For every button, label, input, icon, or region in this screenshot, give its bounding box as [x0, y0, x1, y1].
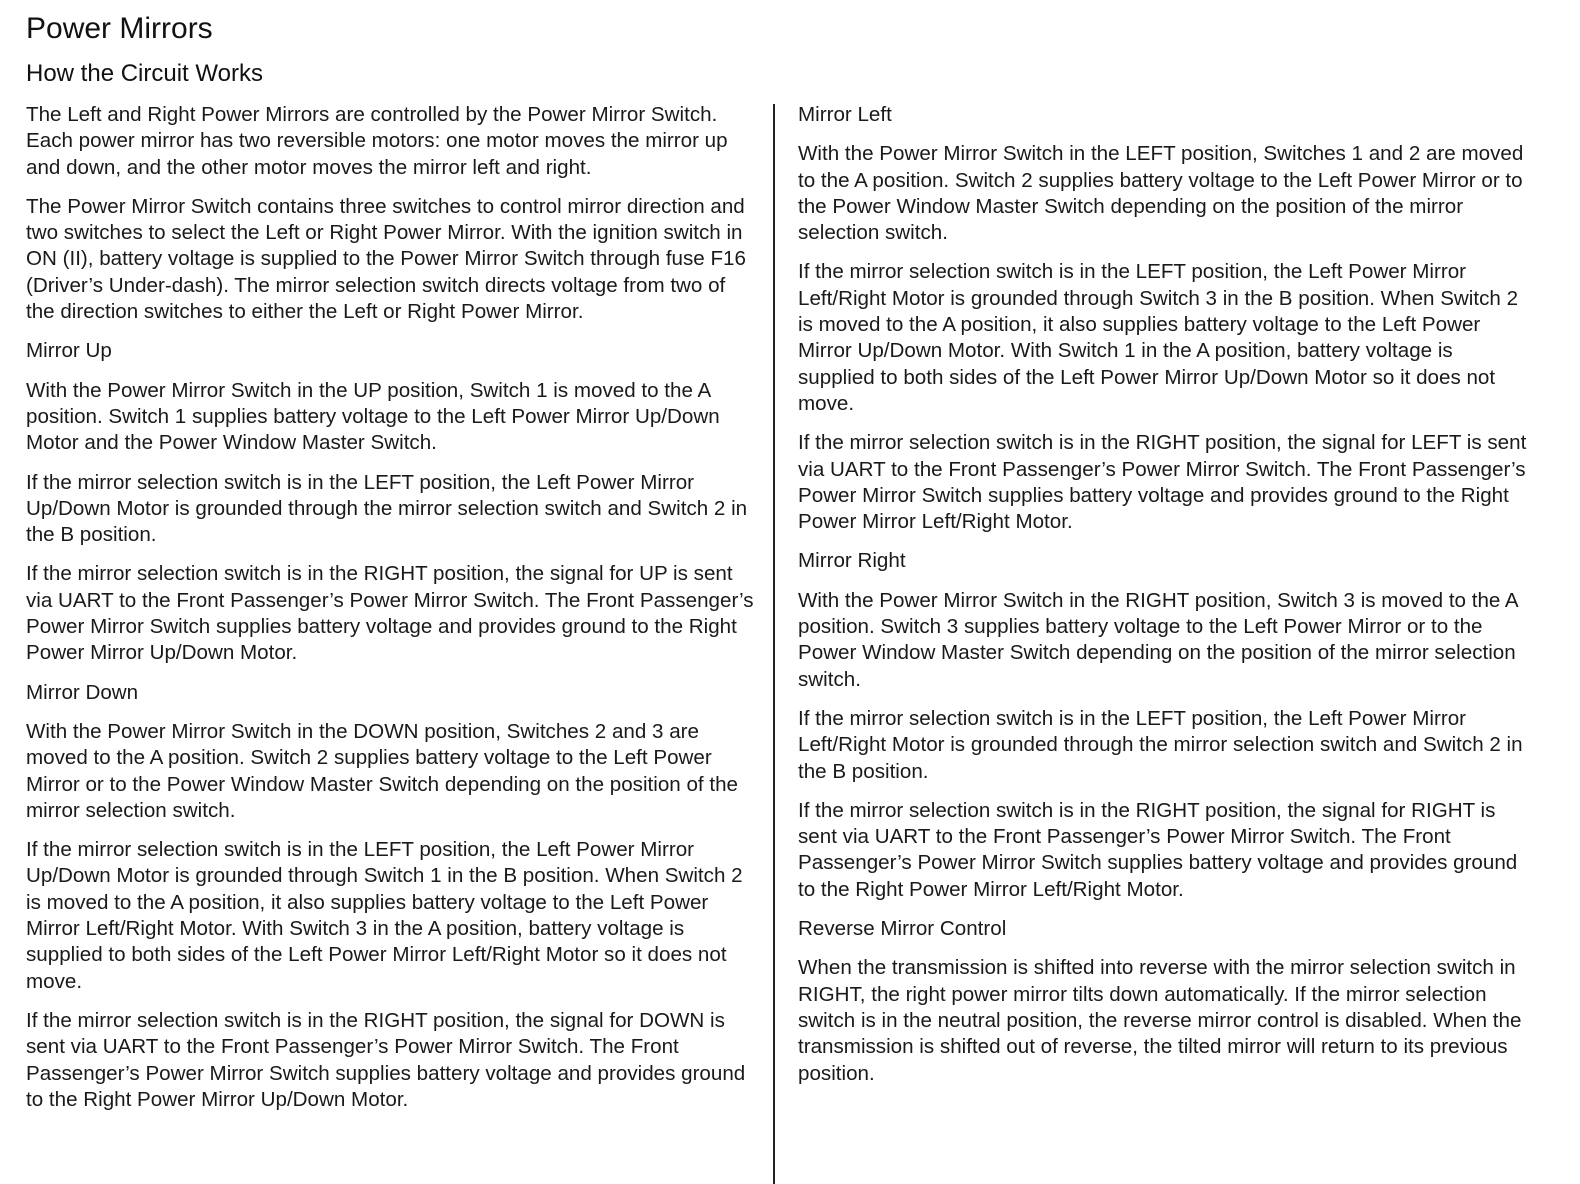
- paragraph-down-position: With the Power Mirror Switch in the DOWN position, Switches 2 and 3 are moved to the A position. Switch 2 supplies battery voltage to the Left Power Mirror or to the Power Window Master Switch depending on the position of the mirror selection switch.: [26, 719, 738, 822]
- paragraph-reverse-mirror-control: When the transmission is shifted into reverse with the mirror selection switch in RIGHT, the right power mirror tilts down automatically. If the mirror selection switch is in the neutral position, the reverse mirror control is disabled. When the transmission is shifted out of reverse, the tilted mirror will return to its previous position.: [798, 956, 1522, 1085]
- right-column: [798, 102, 1528, 1100]
- paragraph-up-left: If the mirror selection switch is in the LEFT position, the Left Power Mirror Up/Down Motor is grounded through the mirror selection switch and Switch 2 in the B position.: [26, 470, 748, 547]
- paragraph-left-left: If the mirror selection switch is in the LEFT position, the Left Power Mirror Left/Right Motor is grounded through Switch 3 in the B position. When Switch 2 is moved to the A position, it also supplies battery voltage to the Left Power Mirror Up/Down Motor. With Switch 1 in the A position, battery voltage is supplied to both sides of the Left Power Mirror Up/Down Motor so it does not move.: [798, 260, 1519, 415]
- heading-mirror-left: Mirror Left: [798, 103, 892, 126]
- paragraph-overview: The Left and Right Power Mirrors are controlled by the Power Mirror Switch. Each power mirror has two reversible motors: one motor moves the mirror up and down, and the other motor moves the mirror left and right.: [26, 103, 728, 179]
- paragraph-up-position: With the Power Mirror Switch in the UP position, Switch 1 is moved to the A position. Switch 1 supplies battery voltage to the Left Power Mirror Up/Down Motor and the Power Window Master Switch.: [26, 378, 720, 455]
- paragraph-right-position: With the Power Mirror Switch in the RIGHT position, Switch 3 is moved to the A position. Switch 3 supplies battery voltage to the Left Power Mirror or to the Power Window Master Switch depending on the position of the mirror selection switch.: [798, 588, 1518, 691]
- paragraph-right-left: If the mirror selection switch is in the LEFT position, the Left Power Mirror Left/Right Motor is grounded through the mirror selection switch and Switch 2 in the B position.: [798, 706, 1523, 783]
- paragraph-up-right: If the mirror selection switch is in the RIGHT position, the signal for UP is sent via UART to the Front Passenger’s Power Mirror Switch. The Front Passenger’s Power Mirror Switch supplies battery voltage and provides ground to the Right Power Mirror Up/Down Motor.: [26, 562, 754, 665]
- paragraph-left-position: With the Power Mirror Switch in the LEFT position, Switches 1 and 2 are moved to the A position. Switch 2 supplies battery voltage to the Left Power Mirror or to the Power Window Master Switch depending on the position of the mirror selection switch.: [798, 142, 1524, 245]
- heading-reverse-mirror-control: Reverse Mirror Control: [798, 917, 1007, 941]
- heading-mirror-down: Mirror Down: [26, 680, 139, 704]
- heading-mirror-up: Mirror Up: [26, 339, 112, 363]
- heading-mirror-right: Mirror Right: [798, 549, 906, 573]
- page-title: Power Mirrors: [26, 12, 213, 45]
- paragraph-left-right: If the mirror selection switch is in the RIGHT position, the signal for LEFT is sent via UART to the Front Passenger’s Power Mirror Switch. The Front Passenger’s Power Mirror Switch supplies battery voltage and provides ground to the Right Power Mirror Left/Right Motor.: [798, 431, 1527, 534]
- paragraph-down-right: If the mirror selection switch is in the RIGHT position, the signal for DOWN is sent via UART to the Front Passenger’s Power Mirror Switch. The Front Passenger’s Power Mirror Switch supplies battery voltage and provides ground to the Right Power Mirror Up/Down Motor.: [26, 1008, 746, 1111]
- paragraph-right-right: If the mirror selection switch is in the RIGHT position, the signal for RIGHT is sent via UART to the Front Passenger’s Power Mirror Switch. The Front Passenger’s Power Mirror Switch supplies battery voltage and provides ground to the Right Power Mirror Left/Right Motor.: [798, 798, 1518, 901]
- section-title: How the Circuit Works: [26, 60, 263, 87]
- paragraph-switch-description: The Power Mirror Switch contains three switches to control mirror direction and two switches to select the Left or Right Power Mirror. With the ignition switch in ON (II), battery voltage is supplied to the Power Mirror Switch through fuse F16 (Driver’s Under-dash). The mirror selection switch directs voltage from two of the direction switches to either the Left or Right Power Mirror.: [26, 194, 746, 324]
- left-column: [26, 102, 756, 1126]
- column-divider: [773, 104, 775, 1184]
- paragraph-down-left: If the mirror selection switch is in the LEFT position, the Left Power Mirror Up/Down Motor is grounded through Switch 1 in the B position. When Switch 2 is moved to the A position, it also supplies battery voltage to the Left Power Mirror Left/Right Motor. With Switch 3 in the A position, battery voltage is supplied to both sides of the Left Power Mirror Left/Right Motor so it does not move.: [26, 838, 743, 993]
